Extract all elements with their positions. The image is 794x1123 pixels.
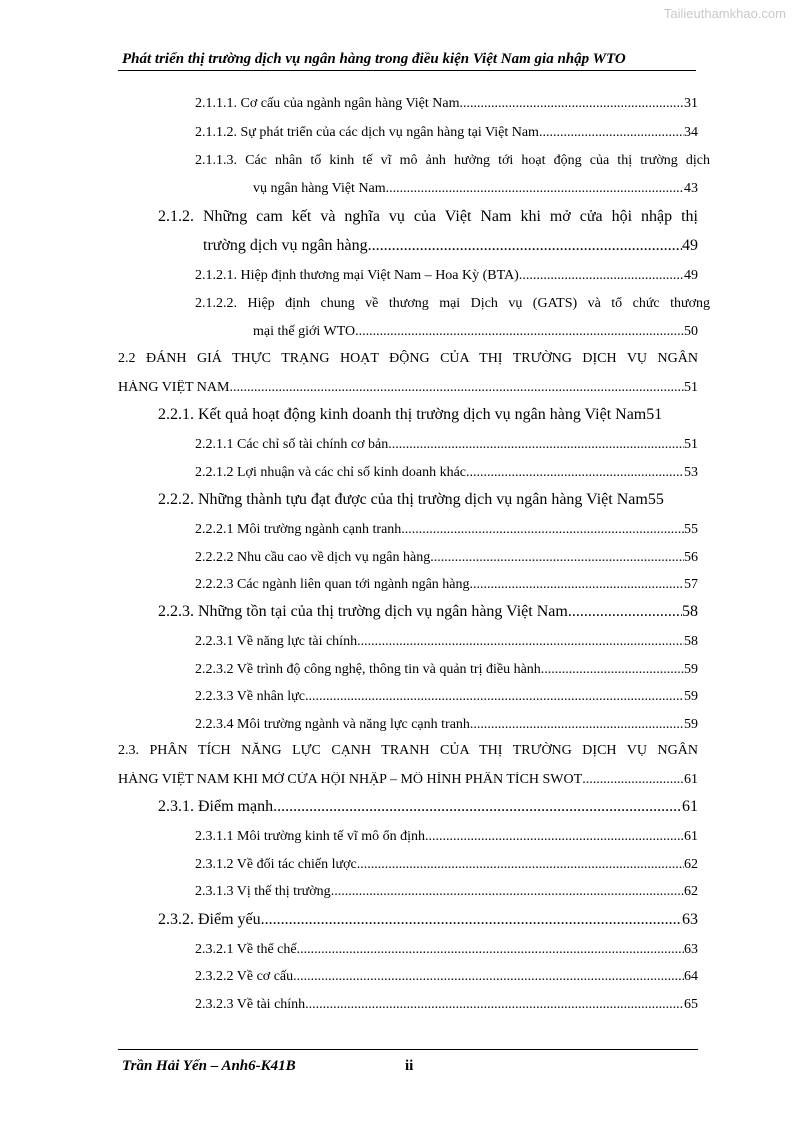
- toc-entry[interactable]: [158, 798, 698, 816]
- toc-entry[interactable]: [195, 969, 698, 985]
- toc-entry-page: 55: [684, 522, 698, 537]
- toc-leader: [305, 997, 684, 1013]
- toc-entry-title: vụ ngân hàng Việt Nam: [253, 181, 386, 196]
- toc-entry-title: 2.2.2. Những thành tựu đạt được của thị trường dịch vụ ngân hàng Việt Nam55: [158, 491, 664, 508]
- toc-entry-title: 2.3.1.3 Vị thế thị trường: [195, 884, 331, 899]
- toc-entry-title: 2.3.2.3 Về tài chính: [195, 997, 306, 1012]
- toc-entry-page: 59: [684, 662, 698, 677]
- toc-leader: [470, 577, 684, 593]
- toc-entry[interactable]: [195, 634, 698, 650]
- toc-entry-title: 2.2.3.3 Về nhân lực: [195, 689, 305, 704]
- toc-entry[interactable]: [195, 125, 698, 141]
- footer-author: Trần Hải Yến – Anh6-K41B: [122, 1058, 296, 1074]
- toc-entry-title: 2.2.3.2 Về trình độ công nghệ, thông tin và quản trị điều hành: [195, 662, 541, 677]
- toc-entry-title: HÀNG VIỆT NAM: [118, 380, 230, 395]
- header-rule: [118, 70, 696, 71]
- toc-entry[interactable]: [118, 772, 698, 788]
- watermark: Tailieuthamkhao.com: [663, 6, 786, 21]
- toc-entry[interactable]: [195, 96, 698, 112]
- toc-entry-page: 63: [684, 942, 698, 957]
- toc-entry[interactable]: [195, 268, 698, 284]
- running-header-title: Phát triển thị trường dịch vụ ngân hàng trong điều kiện Việt Nam gia nhập WTO: [122, 51, 626, 67]
- toc-entry-title: 2.2.2.1 Môi trường ngành cạnh tranh: [195, 522, 402, 537]
- toc-entry[interactable]: [195, 942, 698, 958]
- toc-entry-page: 62: [684, 884, 698, 899]
- toc-entry-title: 2.2.3.1 Về năng lực tài chính: [195, 634, 358, 649]
- toc-entry-title: 2.1.1.1. Cơ cấu của ngành ngân hàng Việt Nam: [195, 96, 460, 111]
- toc-entry-page: 65: [684, 997, 698, 1012]
- toc-entry-title: 2.3.1. Điểm mạnh: [158, 798, 274, 815]
- toc-leader: [425, 829, 684, 845]
- toc-leader: [273, 798, 682, 816]
- toc-entry-line[interactable]: 2.2 ĐÁNH GIÁ THỰC TRẠNG HOẠT ĐỘNG CỦA THỊ TRƯỜNG DỊCH VỤ NGÂN: [118, 351, 698, 366]
- toc-entry-page: 34: [684, 125, 698, 140]
- toc-entry[interactable]: [195, 884, 698, 900]
- footer-page-number: ii: [405, 1058, 414, 1074]
- toc-leader: [401, 522, 684, 538]
- toc-entry-page: 61: [684, 829, 698, 844]
- toc-entry[interactable]: [158, 911, 698, 929]
- toc-leader: [297, 942, 684, 958]
- toc-entry-page: 51: [684, 437, 698, 452]
- toc-leader: [459, 96, 684, 112]
- toc-leader: [568, 603, 682, 621]
- toc-entry-title: 2.2.3. Những tồn tại của thị trường dịch vụ ngân hàng Việt Nam: [158, 603, 568, 620]
- toc-leader: [388, 437, 684, 453]
- toc-leader: [368, 237, 682, 255]
- toc-entry[interactable]: [253, 181, 698, 197]
- toc-entry-page: 59: [684, 717, 698, 732]
- toc-leader: [357, 857, 684, 873]
- toc-entry-title: 2.1.1.2. Sự phát triển của các dịch vụ ngân hàng tại Việt Nam: [195, 125, 539, 140]
- toc-entry-title: 2.3.2.2 Về cơ cấu: [195, 969, 294, 984]
- toc-entry-line[interactable]: 2.1.2. Những cam kết và nghĩa vụ của Việt Nam khi mở cửa hội nhập thị: [158, 208, 698, 225]
- toc-entry[interactable]: [195, 662, 698, 678]
- toc-leader: [541, 662, 684, 678]
- toc-entry[interactable]: [253, 324, 698, 340]
- toc-entry[interactable]: [158, 406, 698, 424]
- toc-entry-title: HÀNG VIỆT NAM KHI MỞ CỬA HỘI NHẬP – MÔ HÌNH PHÂN TÍCH SWOT: [118, 772, 583, 787]
- toc-entry-title: 2.3.2. Điểm yếu: [158, 911, 261, 928]
- toc-leader: [261, 911, 682, 929]
- toc-leader: [357, 634, 684, 650]
- toc-entry[interactable]: [195, 997, 698, 1013]
- toc-entry-page: 62: [684, 857, 698, 872]
- toc-entry[interactable]: [195, 550, 698, 566]
- toc-entry[interactable]: [195, 857, 698, 873]
- toc-entry-page: 51: [684, 380, 698, 395]
- toc-entry[interactable]: [158, 491, 698, 509]
- toc-entry-line[interactable]: 2.1.2.2. Hiệp định chung về thương mại Dịch vụ (GATS) và tổ chức thương: [195, 296, 710, 311]
- toc-leader: [355, 324, 684, 340]
- toc-entry-page: 56: [684, 550, 698, 565]
- toc-entry[interactable]: [195, 689, 698, 705]
- toc-entry-page: 58: [684, 634, 698, 649]
- toc-entry-page: 43: [684, 181, 698, 196]
- toc-leader: [430, 550, 684, 566]
- toc-entry-title: trường dịch vụ ngân hàng: [203, 237, 368, 254]
- toc-entry[interactable]: [195, 829, 698, 845]
- toc-entry-line[interactable]: 2.1.1.3. Các nhân tố kinh tế vĩ mô ảnh hưởng tới hoạt động của thị trường dịch: [195, 153, 710, 168]
- toc-leader: [305, 689, 684, 705]
- toc-entry-title: 2.2.1.2 Lợi nhuận và các chỉ số kinh doanh khác: [195, 465, 466, 480]
- toc-entry-title: mại thế giới WTO: [253, 324, 356, 339]
- toc-entry-title: 2.2.2.3 Các ngành liên quan tới ngành ngân hàng: [195, 577, 470, 592]
- toc-entry[interactable]: [158, 603, 698, 621]
- toc-leader: [466, 465, 684, 481]
- toc-leader: [293, 969, 684, 985]
- toc-entry-title: 2.3.2.1 Về thể chế: [195, 942, 297, 957]
- toc-entry-title: 2.2.3.4 Môi trường ngành và năng lực cạnh tranh: [195, 717, 470, 732]
- toc-entry[interactable]: [195, 522, 698, 538]
- toc-entry-title: 2.2.1. Kết quả hoạt động kinh doanh thị trường dịch vụ ngân hàng Việt Nam51: [158, 406, 663, 423]
- toc-entry[interactable]: [203, 237, 698, 255]
- toc-entry-title: 2.3.1.2 Về đối tác chiến lược: [195, 857, 357, 872]
- toc-entry-page: 61: [682, 798, 698, 815]
- toc-entry[interactable]: [195, 717, 698, 733]
- toc-entry-page: 50: [684, 324, 698, 339]
- footer-rule: [118, 1049, 698, 1050]
- toc-entry[interactable]: [195, 437, 698, 453]
- toc-entry-title: 2.3.1.1 Môi trường kinh tế vĩ mô ổn định: [195, 829, 426, 844]
- toc-entry-page: 31: [684, 96, 698, 111]
- toc-entry[interactable]: [195, 465, 698, 481]
- toc-entry-line[interactable]: 2.3. PHÂN TÍCH NĂNG LỰC CẠNH TRANH CỦA THỊ TRƯỜNG DỊCH VỤ NGÂN: [118, 743, 698, 758]
- toc-entry-page: 59: [684, 689, 698, 704]
- toc-entry-title: 2.2.1.1 Các chỉ số tài chính cơ bản: [195, 437, 389, 452]
- toc-entry-title: 2.2.2.2 Nhu cầu cao về dịch vụ ngân hàng: [195, 550, 431, 565]
- toc-entry-page: 49: [682, 237, 698, 254]
- toc-entry-page: 63: [682, 911, 698, 928]
- toc-entry[interactable]: [195, 577, 698, 593]
- toc-leader: [229, 380, 684, 396]
- toc-entry-page: 57: [684, 577, 698, 592]
- toc-leader: [470, 717, 684, 733]
- toc-entry-title: 2.1.2.1. Hiệp định thương mại Việt Nam – Hoa Kỳ (BTA): [195, 268, 519, 283]
- toc-entry-page: 61: [684, 772, 698, 787]
- toc-entry-page: 53: [684, 465, 698, 480]
- toc-entry-page: 49: [684, 268, 698, 283]
- toc-entry[interactable]: [118, 380, 698, 396]
- toc-leader: [386, 181, 684, 197]
- toc-leader: [539, 125, 684, 141]
- toc-leader: [582, 772, 684, 788]
- toc-leader: [519, 268, 684, 284]
- toc-entry-page: 64: [684, 969, 698, 984]
- toc-entry-page: 58: [682, 603, 698, 620]
- toc-leader: [331, 884, 684, 900]
